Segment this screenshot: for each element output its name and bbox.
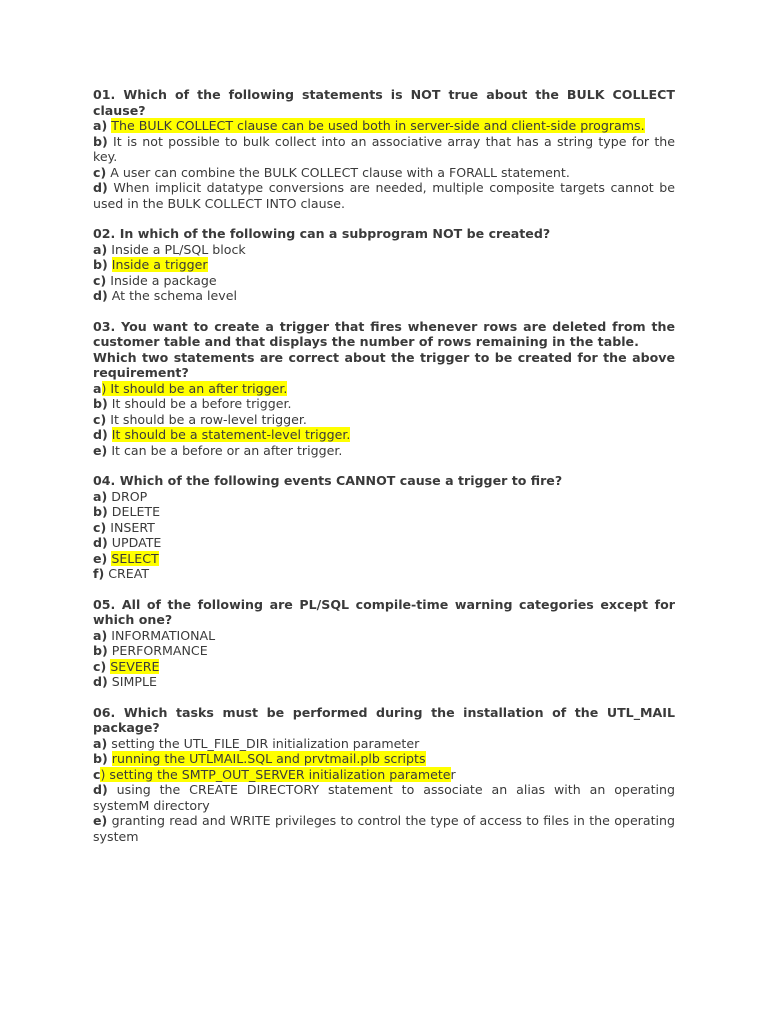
option-text: When implicit datatype conversions are needed, multiple composite targets cannot be used in the BULK COLLECT INTO clause. [93, 180, 675, 211]
option-text: INSERT [106, 519, 155, 535]
option-c [93, 767, 675, 783]
option-e [93, 443, 675, 459]
option-letter: b) [93, 643, 108, 658]
quiz-page [93, 87, 675, 859]
option-letter: a [93, 380, 102, 396]
question-prompt: 01. Which of the following statements is NOT true about the BULK COLLECT clause? [93, 87, 675, 118]
option-c [93, 412, 675, 428]
option-b [93, 751, 675, 767]
option-e [93, 551, 675, 567]
option-letter: e) [93, 813, 108, 828]
option-letter: e) [93, 442, 108, 458]
option-d [93, 180, 675, 211]
question-05 [93, 597, 675, 690]
option-letter: d) [93, 180, 108, 195]
option-c [93, 165, 675, 181]
option-text: setting the UTL_FILE_DIR initialization parameter [107, 735, 420, 751]
option-letter: c) [93, 411, 107, 427]
option-letter: f) [93, 566, 105, 581]
option-c [93, 520, 675, 536]
option-b [93, 396, 675, 412]
option-letter: c) [93, 658, 107, 674]
highlighted-answer: SELECT [111, 550, 159, 566]
option-text: SIMPLE [107, 674, 157, 689]
option-a [93, 242, 675, 258]
option-letter: b) [93, 396, 108, 411]
option-letter: d) [93, 427, 108, 442]
option-a [93, 381, 675, 397]
option-b [93, 257, 675, 273]
option-text: Inside a package [106, 272, 217, 288]
option-a [93, 118, 675, 134]
highlighted-answer: running the UTLMAIL.SQL and prvtmail.plb scripts [111, 751, 426, 766]
option-b [93, 134, 675, 165]
option-letter: e) [93, 550, 108, 566]
question-prompt: 03. You want to create a trigger that fires whenever rows are deleted from the customer table and that displays the number of rows remaining in the table. [93, 318, 675, 349]
option-letter: d) [93, 674, 108, 689]
option-text: It can be a before or an after trigger. [107, 442, 343, 458]
question-04 [93, 473, 675, 582]
option-text: UPDATE [107, 535, 162, 550]
option-text: A user can combine the BULK COLLECT clause with a FORALL statement. [106, 164, 570, 180]
option-a [93, 489, 675, 505]
option-letter: c) [93, 519, 107, 535]
option-d [93, 782, 675, 813]
highlighted-answer: SEVERE [110, 658, 160, 674]
option-b [93, 504, 675, 520]
option-text: DROP [107, 488, 148, 504]
option-text: It should be a before trigger. [107, 396, 292, 411]
option-d [93, 535, 675, 551]
option-text: It should be a row-level trigger. [106, 411, 307, 427]
question-02 [93, 226, 675, 304]
option-text: CREAT [104, 566, 150, 581]
option-letter: d) [93, 782, 108, 797]
question-prompt: 05. All of the following are PL/SQL compile-time warning categories except for which one? [93, 596, 675, 627]
option-d [93, 288, 675, 304]
highlighted-answer: It should be a statement-level trigger. [111, 427, 351, 442]
option-text: INFORMATIONAL [107, 627, 216, 643]
highlighted-answer: Inside a trigger [111, 257, 208, 272]
option-letter: a) [93, 241, 108, 257]
option-letter: d) [93, 535, 108, 550]
option-b [93, 643, 675, 659]
question-prompt: 04. Which of the following events CANNOT cause a trigger to fire? [93, 473, 563, 488]
option-letter: a) [93, 627, 108, 643]
highlighted-answer: ) setting the SMTP_OUT_SERVER initialization paramete [100, 766, 451, 782]
option-text: using the CREATE DIRECTORY statement to associate an alias with an operating systemM directory [93, 782, 675, 813]
question-03 [93, 319, 675, 459]
highlighted-answer: The BULK COLLECT clause can be used both in server-side and client-side programs. [111, 118, 645, 133]
option-letter: b) [93, 257, 108, 272]
question-06 [93, 705, 675, 845]
option-letter: b) [93, 133, 108, 149]
option-d [93, 427, 675, 443]
option-letter: a) [93, 118, 108, 133]
option-a [93, 736, 675, 752]
option-d [93, 674, 675, 690]
option-text: At the schema level [107, 288, 237, 303]
option-c [93, 659, 675, 675]
option-letter: c [93, 766, 101, 782]
question-prompt-continued: Which two statements are correct about the trigger to be created for the above requirement? [93, 349, 675, 380]
option-f [93, 566, 675, 582]
option-text: PERFORMANCE [107, 643, 208, 658]
option-letter: a) [93, 735, 108, 751]
option-letter: a) [93, 488, 108, 504]
option-letter: c) [93, 164, 107, 180]
option-letter: b) [93, 504, 108, 519]
option-e [93, 813, 675, 844]
option-text: Inside a PL/SQL block [107, 241, 246, 257]
option-letter: d) [93, 288, 108, 303]
option-letter: b) [93, 751, 108, 766]
question-prompt: 06. Which tasks must be performed during the installation of the UTL_MAIL package? [93, 704, 675, 735]
option-text: granting read and WRITE privileges to control the type of access to files in the operating system [93, 813, 675, 844]
option-text: It is not possible to bulk collect into an associative array that has a string type for the key. [93, 133, 675, 164]
highlighted-answer: ) It should be an after trigger. [101, 380, 288, 396]
option-a [93, 628, 675, 644]
option-c [93, 273, 675, 289]
option-text-tail: r [450, 766, 456, 782]
option-letter: c) [93, 272, 107, 288]
question-01 [93, 87, 675, 211]
option-text: DELETE [107, 504, 161, 519]
question-prompt: 02. In which of the following can a subprogram NOT be created? [93, 226, 551, 241]
